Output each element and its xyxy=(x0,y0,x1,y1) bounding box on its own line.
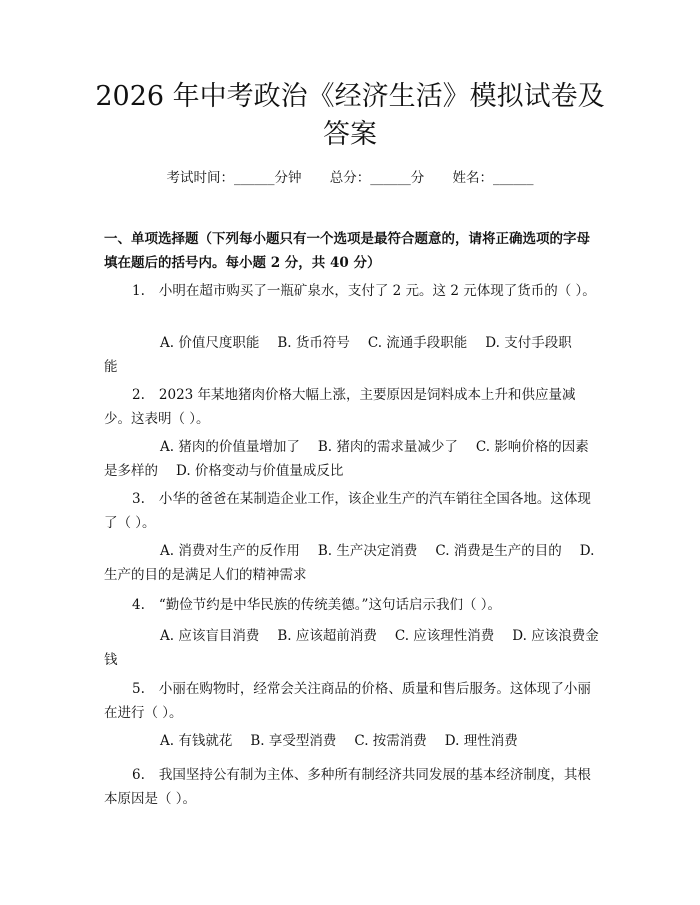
option-b: B. 应该超前消费 xyxy=(277,628,377,644)
option-d: D. 理性消费 xyxy=(444,733,518,749)
document-title: 2026 年中考政治《经济生活》模拟试卷及答案 xyxy=(95,81,605,150)
exam-meta xyxy=(0,168,700,188)
question-number: 6. xyxy=(132,767,145,783)
option-a: A. 消费对生产的反作用 xyxy=(160,543,300,559)
question-text: 我国坚持公有制为主体、多种所有制经济共同发展的基本经济制度，其根本原因是（ ）。 xyxy=(104,767,591,807)
option-c: C. 消费是生产的目的 xyxy=(435,543,562,559)
question-1-options xyxy=(104,331,600,379)
option-c: C. 流通手段职能 xyxy=(367,335,468,351)
question-text: 小明在超市购买了一瓶矿泉水，支付了 2 元。这 2 元体现了货币的（ ）。 xyxy=(158,283,596,299)
option-b: B. 猪肉的需求量减少了 xyxy=(317,439,458,455)
question-number: 4. xyxy=(132,597,145,613)
section-heading: 一、单项选择题（下列每小题只有一个选项是最符合题意的，请将正确选项的字母填在题后的括号内。每小题 2 分，共 40 分） xyxy=(104,231,590,271)
question-5 xyxy=(104,677,600,725)
question-3 xyxy=(104,487,600,535)
student-name-field: 姓名：______ xyxy=(452,170,534,186)
question-6 xyxy=(104,763,600,811)
option-a: A. 有钱就花 xyxy=(160,733,233,749)
option-d: D. 价格变动与价值量成反比 xyxy=(176,463,344,479)
question-text: 小丽在购物时，经常会关注商品的价格、质量和售后服务。这体现了小丽在进行（ ）。 xyxy=(104,681,591,721)
question-2 xyxy=(104,383,600,431)
question-text: 小华的爸爸在某制造企业工作，该企业生产的汽车销往全国各地。这体现了（ ）。 xyxy=(104,491,591,531)
question-5-options xyxy=(104,729,600,753)
option-c: C. 影响价格的因素是多样的 xyxy=(104,439,589,479)
option-c: C. 按需消费 xyxy=(354,733,427,749)
question-2-options xyxy=(104,435,600,483)
option-c: C. 应该理性消费 xyxy=(394,628,495,644)
option-d: D. 应该浪费金钱 xyxy=(104,628,599,668)
question-4 xyxy=(104,593,600,617)
question-1 xyxy=(104,279,600,303)
question-text: “勤俭节约是中华民族的传统美德。”这句话启示我们（ ）。 xyxy=(158,597,501,613)
option-d: D. 生产的目的是满足人们的精神需求 xyxy=(104,543,595,583)
total-score-field: 总分：______分 xyxy=(329,170,425,186)
option-a: A. 应该盲目消费 xyxy=(160,628,260,644)
option-a: A. 猪肉的价值量增加了 xyxy=(160,439,300,455)
question-text: 2023 年某地猪肉价格大幅上涨，主要原因是饲料成本上升和供应量减少。这表明（ ）。 xyxy=(104,387,576,427)
exam-time-field: 考试时间：______分钟 xyxy=(166,170,302,186)
question-number: 3. xyxy=(132,491,145,507)
question-number: 2. xyxy=(132,387,145,403)
question-number: 5. xyxy=(132,681,145,697)
option-b: B. 享受型消费 xyxy=(250,733,337,749)
option-d: D. 支付手段职能 xyxy=(104,335,572,375)
question-number: 1. xyxy=(132,283,145,299)
option-a: A. 价值尺度职能 xyxy=(160,335,260,351)
option-b: B. 生产决定消费 xyxy=(317,543,418,559)
question-3-options xyxy=(104,539,600,587)
question-4-options xyxy=(104,624,600,672)
option-b: B. 货币符号 xyxy=(277,335,350,351)
